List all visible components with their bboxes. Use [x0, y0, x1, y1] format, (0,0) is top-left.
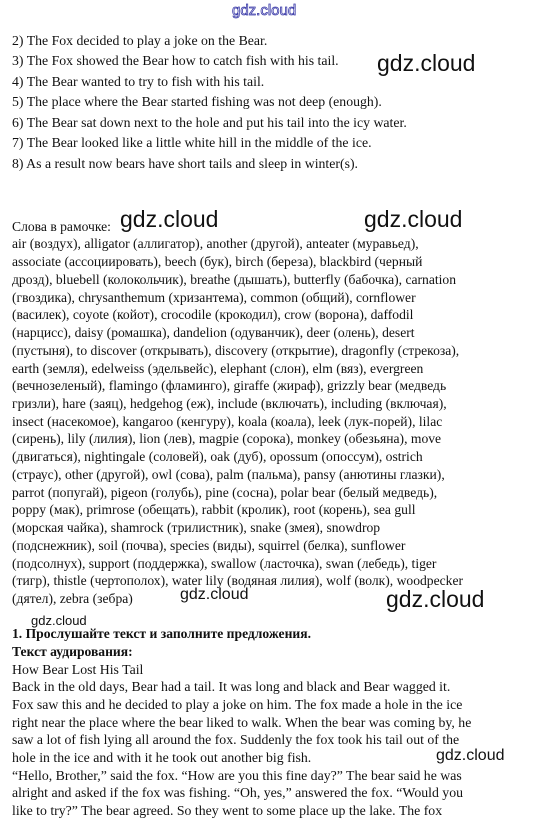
glossary-line: associate (ассоциировать), beech (бук), birch (береза), blackbird (черный — [12, 254, 423, 269]
sentence-4: 4) The Bear wanted to try to fish with his tail. — [12, 74, 265, 89]
story-line: “Hello, Brother,” said the fox. “How are you this fine day?” The bear said he was — [12, 768, 462, 783]
glossary-line: (морская чайка), shamrock (трилистник), snake (змея), snowdrop — [12, 520, 381, 535]
story-line: saw a lot of fish lying all around the fox. Suddenly the fox took his tail out of the — [12, 732, 460, 747]
glossary-line: insect (насекомое), kangaroo (кенгуру), koala (коала), leek (лук-порей), lilac — [12, 414, 443, 429]
sentence-6: 6) The Bear sat down next to the hole and put his tail into the icy water. — [12, 115, 407, 130]
glossary-line: (страус), other (другой), owl (сова), palm (пальма), pansy (анютины глазки), — [12, 467, 445, 482]
glossary-line: гризли), hare (заяц), hedgehog (еж), include (включать), including (включая), — [12, 396, 447, 411]
glossary-line: (дятел), zebra (зебра) — [12, 591, 133, 606]
story-line: right near the place where the bear liked to walk. When the bear was coming by, he — [12, 715, 472, 730]
sentence-8: 8) As a result now bears have short tails and sleep in winter(s). — [12, 156, 358, 171]
glossary-line: parrot (попугай), pigeon (голубь), pine (сосна), polar bear (белый медведь), — [12, 485, 438, 500]
story-line: alright and asked if the fox was fishing. “Oh, yes,” answered the fox. “Would you — [12, 785, 463, 800]
story-line: like to try?” The bear agreed. So they went to some place up the lake. The fox — [12, 803, 443, 818]
watermark-right-1: gdz.cloud — [377, 50, 476, 76]
glossary-line: (вечнозеленый), flamingo (фламинго), giraffe (жираф), grizzly bear (медведь — [12, 378, 447, 393]
watermark-story-right: gdz.cloud — [436, 747, 505, 764]
exercise-heading: 1. Прослушайте текст и заполните предложения. — [12, 626, 312, 641]
glossary-line: earth (земля), edelweiss (эдельвейс), elephant (слон), elm (вяз), evergreen — [12, 361, 424, 376]
glossary-line: (нарцисс), daisy (ромашка), dandelion (одуванчик), deer (олень), desert — [12, 325, 415, 340]
listening-heading: Текст аудирования: — [12, 644, 133, 659]
sentence-2: 2) The Fox decided to play a joke on the Bear. — [12, 33, 268, 48]
glossary-line: дрозд), bluebell (колокольчик), breathe (дышать), butterfly (бабочка), carnation — [12, 272, 457, 287]
glossary-line: air (воздух), alligator (аллигатор), another (другой), anteater (муравьед), — [12, 236, 419, 251]
glossary-line: (двигаться), nightingale (соловей), oak (дуб), opossum (опоссум), ostrich — [12, 449, 423, 464]
watermark-glossary-left: gdz.cloud — [120, 206, 219, 232]
glossary-line: (гвоздика), chrysanthemum (хризантема), common (общий), cornflower — [12, 290, 416, 305]
story-line: hole in the ice and with it he took out another big fish. — [12, 750, 312, 765]
sentence-5: 5) The place where the Bear started fishing was not deep (enough). — [12, 94, 382, 109]
glossary-title: Слова в рамочке: — [12, 219, 111, 234]
watermark-left-small: gdz.cloud — [31, 613, 87, 628]
glossary-line: poppy (мак), primrose (обещать), rabbit (кролик), root (корень), sea gull — [12, 502, 416, 517]
story-line: Fox saw this and he decided to play a joke on him. The fox made a hole in the ice — [12, 697, 463, 712]
watermark-glossary-bottom-right: gdz.cloud — [386, 586, 485, 612]
watermark-glossary-right: gdz.cloud — [364, 206, 463, 232]
glossary-line: (сирень), lily (лилия), lion (лев), magpie (сорока), monkey (обезьяна), move — [12, 431, 442, 446]
watermark-glossary-bottom-mid: gdz.cloud — [180, 586, 249, 603]
glossary-line: (пустыня), to discover (открывать), discovery (открытие), dragonfly (стрекоза), — [12, 343, 460, 358]
story-title: How Bear Lost His Tail — [12, 662, 144, 677]
glossary-line: (василек), coyote (койот), crocodile (крокодил), crow (ворона), daffodil — [12, 307, 414, 322]
glossary-line: (подснежник), soil (почва), species (виды), squirrel (белка), sunflower — [12, 538, 406, 553]
glossary-line: (тигр), thistle (чертополох), water lily (водяная лилия), wolf (волк), woodpecker — [12, 573, 464, 588]
sentence-7: 7) The Bear looked like a little white hill in the middle of the ice. — [12, 135, 372, 150]
sentence-3: 3) The Fox showed the Bear how to catch fish with his tail. — [12, 53, 339, 68]
story-line: Back in the old days, Bear had a tail. It was long and black and Bear wagged it. — [12, 679, 451, 694]
glossary-line: (подсолнух), support (поддержка), swallow (ласточка), swan (лебедь), tiger — [12, 556, 437, 571]
watermark-top: gdz.cloud — [232, 2, 297, 19]
